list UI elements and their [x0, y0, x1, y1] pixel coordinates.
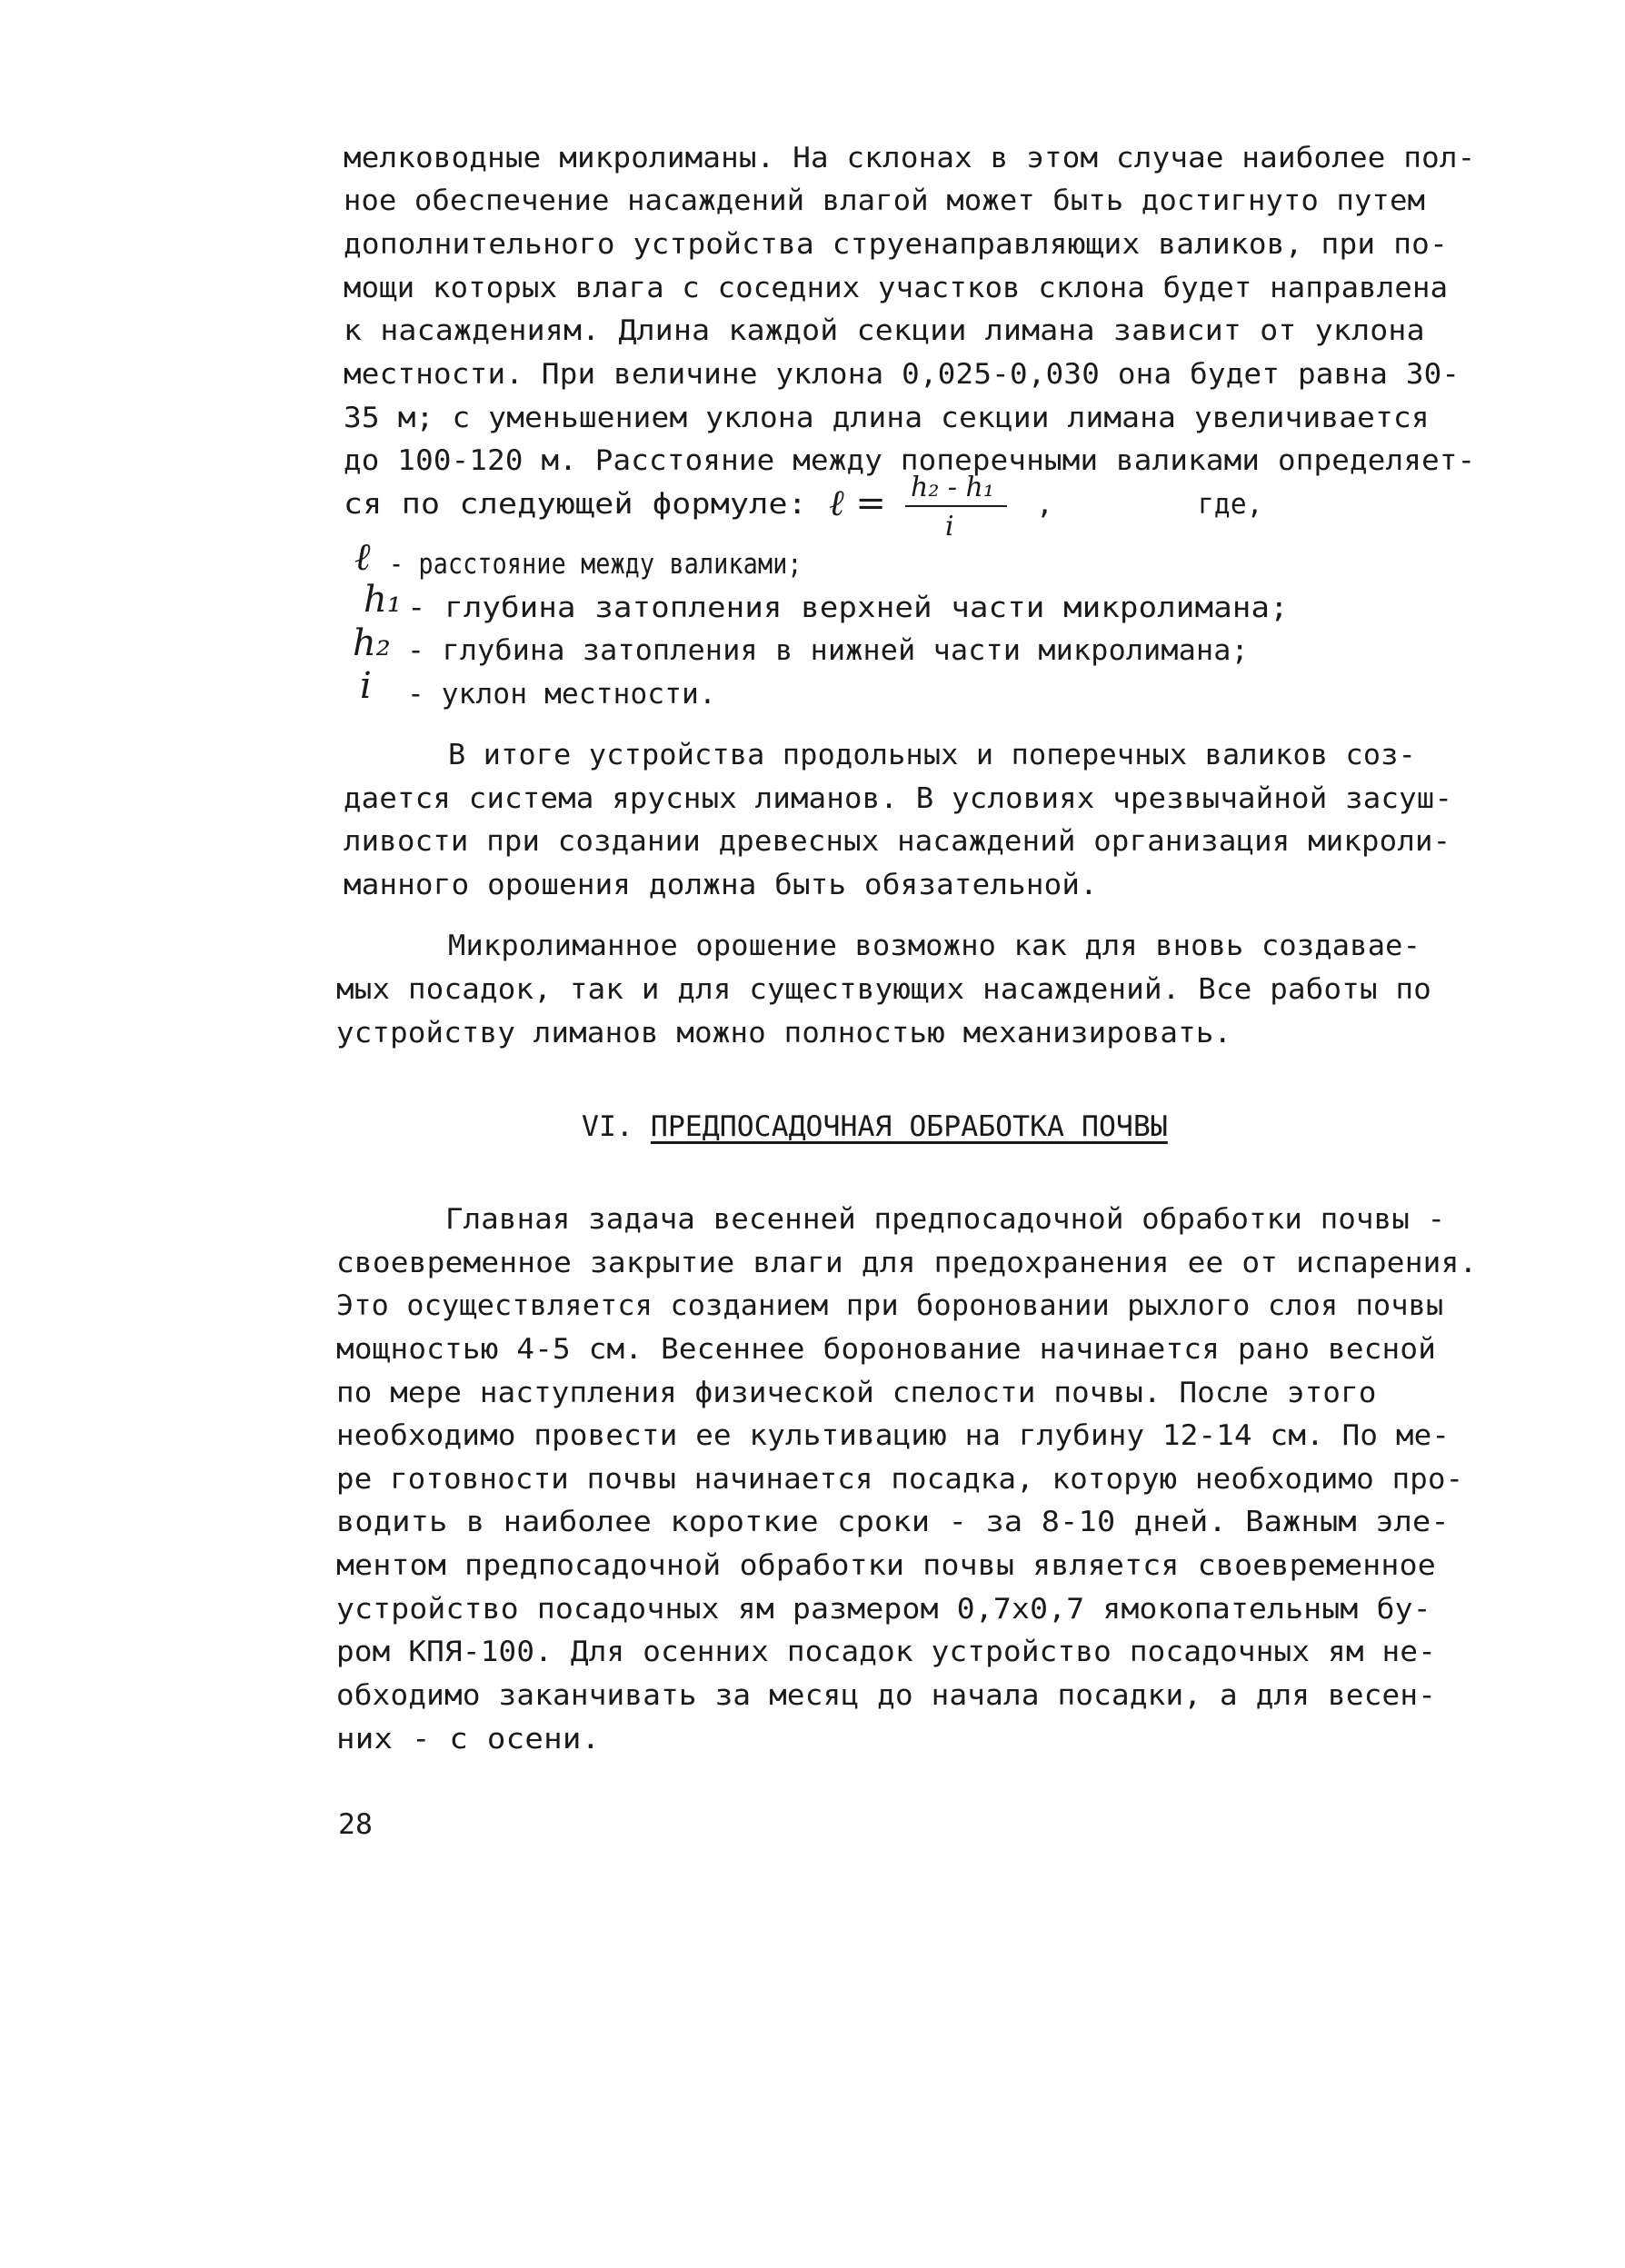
formula-lhs: ℓ =: [829, 482, 886, 524]
formula-numerator: h₂ - h₁: [911, 472, 994, 503]
text-line: мощностью 4-5 см. Весеннее боронование начинается рано весной: [336, 1333, 1437, 1366]
text-line: устройство посадочных ям размером 0,7х0,7 ямокопательным бу-: [336, 1593, 1431, 1626]
def-text: - глубина затопления верхней части микролимана;: [407, 592, 1289, 624]
text-line: устройству лиманов можно полностью механизировать.: [336, 1017, 1232, 1049]
page-number: 28: [338, 1808, 373, 1841]
def-text: - уклон местности.: [407, 678, 716, 711]
text-line: своевременное закрытие влаги для предохранения ее от испарения.: [336, 1247, 1478, 1279]
text-line: водить в наиболее короткие сроки - за 8-10 дней. Важным эле-: [336, 1506, 1450, 1538]
text-line: них - с осени.: [336, 1723, 601, 1756]
text-line: ром КПЯ-100. Для осенних посадок устройство посадочных ям не-: [336, 1636, 1437, 1668]
text-line: 35 м; с уменьшением уклона длина секции лимана увеличивается: [344, 402, 1430, 434]
text-line: В итоге устройства продольных и поперечных валиков соз-: [448, 739, 1417, 771]
def-symbol: h₁: [364, 579, 402, 621]
text-line: необходимо провести ее культивацию на глубину 12-14 см. По ме-: [336, 1419, 1451, 1452]
text-line: мелководные микролиманы. На склонах в этом случае наиболее пол-: [344, 142, 1476, 174]
text-line: дополнительного устройства струенаправляющих валиков, при по-: [344, 228, 1448, 261]
text-line: Главная задача весенней предпосадочной обработки почвы -: [445, 1203, 1446, 1236]
text-line: к насаждениям. Длина каждой секции лимана зависит от уклона: [344, 314, 1425, 347]
formula-where: где,: [1198, 488, 1263, 521]
text-line: по мере наступления физической спелости почвы. После этого: [336, 1377, 1377, 1409]
section-number: VI.: [582, 1110, 633, 1143]
section-heading: [582, 1105, 1168, 1149]
text-line: дается система ярусных лиманов. В условиях чрезвычайной засуш-: [344, 782, 1453, 815]
text-line: ное обеспечение насаждений влагой может быть достигнуто путем: [344, 184, 1426, 217]
text-line: мощи которых влага с соседних участков склона будет направлена: [344, 272, 1449, 304]
text-line: ре готовности почвы начинается посадка, которую необходимо про-: [336, 1463, 1464, 1496]
text-line: Микролиманное орошение возможно как для вновь создавае-: [448, 930, 1421, 962]
text-line: до 100-120 м. Расстояние между поперечными валиками определяет-: [344, 444, 1476, 477]
text-line: ливости при создании древесных насаждений организация микроли-: [344, 825, 1451, 858]
fraction-bar: [905, 505, 1007, 507]
text-line: ся по следующей формуле:: [344, 488, 807, 521]
text-line: Это осуществляется созданием при бороновании рыхлого слоя почвы: [336, 1289, 1444, 1322]
text-line: местности. При величине уклона 0,025-0,030 она будет равна 30-: [344, 358, 1461, 391]
formula-comma: ,: [1036, 488, 1054, 521]
text-line: ментом предпосадочной обработки почвы является своевременное: [336, 1549, 1436, 1582]
def-symbol: ℓ: [354, 534, 371, 579]
formula-denominator: i: [945, 511, 954, 542]
def-text: - расстояние между валиками;: [389, 548, 803, 581]
def-text: - глубина затопления в нижней части микролимана;: [407, 634, 1249, 667]
def-symbol: i: [360, 665, 372, 707]
def-symbol: h₂: [353, 622, 391, 664]
text-line: обходимо заканчивать за месяц до начала посадки, а для весен-: [336, 1679, 1437, 1712]
section-title: ПРЕДПОСАДОЧНАЯ ОБРАБОТКА ПОЧВЫ: [650, 1110, 1168, 1143]
text-line: мых посадок, так и для существующих насаждений. Все работы по: [336, 973, 1432, 1006]
text-line: манного орошения должна быть обязательной.: [344, 869, 1098, 901]
